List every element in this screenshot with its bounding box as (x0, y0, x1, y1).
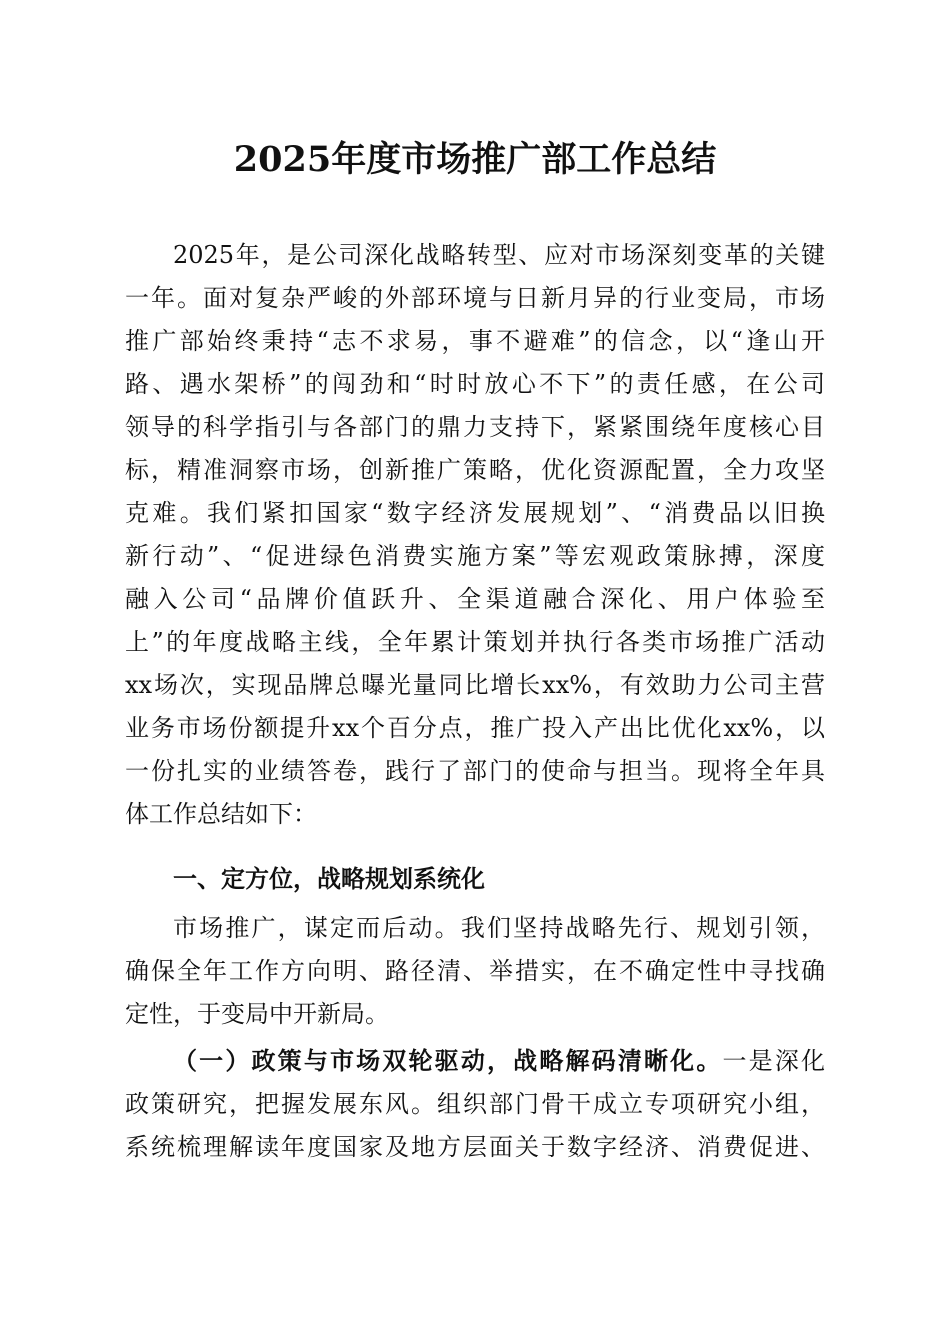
intro-line-10: 上”的年度战略主线，全年累计策划并执行各类市场推广活动 (125, 628, 825, 656)
intro-line-8: 新行动”、“促进绿色消费实施方案”等宏观政策脉搏，深度 (125, 542, 825, 570)
intro-line-1: 2025年，是公司深化战略转型、应对市场深刻变革的关键 (173, 241, 825, 269)
sub1-line1-rest: 一是深化 (722, 1047, 825, 1075)
document-title: 2025年度市场推广部工作总结 (233, 139, 717, 180)
sub1-first-line (173, 1041, 825, 1081)
intro-line-3: 推广部始终秉持“志不求易，事不避难”的信念，以“逢山开 (125, 327, 825, 355)
intro-line-12: 业务市场份额提升xx个百分点，推广投入产出比优化xx%，以 (125, 714, 825, 742)
section1-line-2: 确保全年工作方向明、路径清、举措实，在不确定性中寻找确 (125, 957, 825, 985)
intro-line-14: 体工作总结如下： (125, 800, 317, 828)
intro-line-13: 一份扎实的业绩答卷，践行了部门的使命与担当。现将全年具 (125, 757, 825, 785)
sub1-heading: （一）政策与市场双轮驱动，战略解码清晰化。 (173, 1046, 723, 1075)
intro-line-4: 路、遇水架桥”的闯劲和“时时放心不下”的责任感，在公司 (125, 370, 825, 398)
sub1-line-2: 政策研究，把握发展东风。组织部门骨干成立专项研究小组， (125, 1090, 825, 1118)
intro-line-9: 融入公司“品牌价值跃升、全渠道融合深化、用户体验至 (125, 585, 825, 613)
intro-line-6: 标，精准洞察市场，创新推广策略，优化资源配置，全力攻坚 (125, 456, 825, 484)
section1-heading: 一、定方位，战略规划系统化 (173, 864, 485, 893)
sub1-line-3: 系统梳理解读年度国家及地方层面关于数字经济、消费促进、 (125, 1133, 825, 1161)
intro-line-5: 领导的科学指引与各部门的鼎力支持下，紧紧围绕年度核心目 (125, 413, 825, 441)
intro-line-7: 克难。我们紧扣国家“数字经济发展规划”、“消费品以旧换 (125, 499, 825, 527)
section1-line-1: 市场推广，谋定而后动。我们坚持战略先行、规划引领， (173, 914, 825, 942)
intro-line-11: xx场次，实现品牌总曝光量同比增长xx%，有效助力公司主营 (125, 671, 825, 699)
intro-line-2: 一年。面对复杂严峻的外部环境与日新月异的行业变局，市场 (125, 284, 825, 312)
section1-line-3: 定性，于变局中开新局。 (125, 1000, 389, 1028)
